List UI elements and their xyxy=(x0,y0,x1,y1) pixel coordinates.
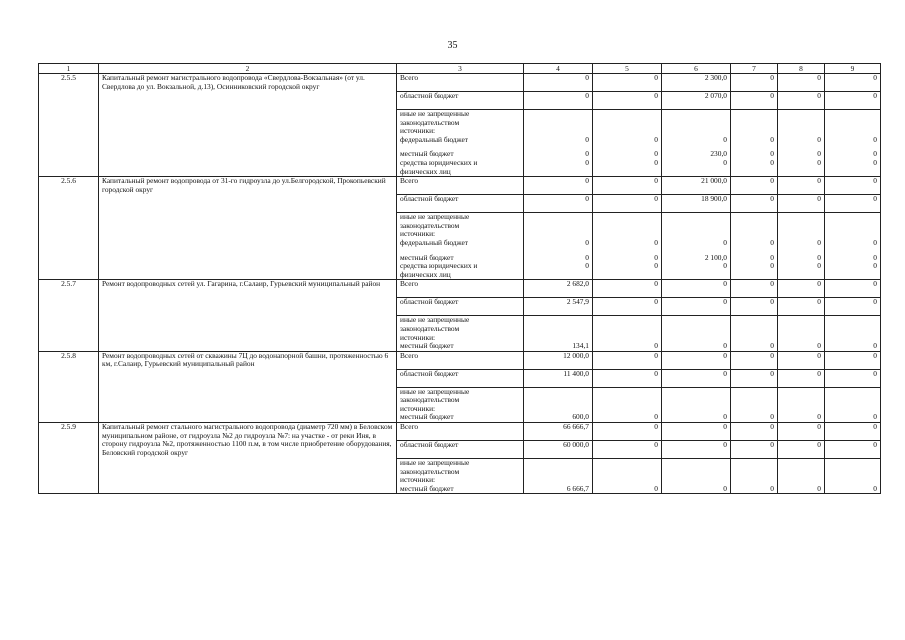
source-line-label: местный бюджет xyxy=(400,149,454,159)
amount-cell: 0 xyxy=(662,369,731,387)
amount-stack-cell xyxy=(524,110,593,177)
amount-cell: 0 xyxy=(593,423,662,441)
amount-cell: 0 xyxy=(524,195,593,213)
amount-cell xyxy=(828,168,877,177)
amount-stack-cell xyxy=(524,387,593,422)
amount-cell: 0 xyxy=(654,149,658,159)
amount-cell: 0 xyxy=(873,237,877,247)
table-row xyxy=(39,423,881,441)
table-row xyxy=(39,74,881,92)
amount-stack-cell xyxy=(593,316,662,351)
amount-cell: 0 xyxy=(731,280,778,298)
other-sources-cell xyxy=(397,110,524,177)
amount-cell: 0 xyxy=(593,369,662,387)
item-title: Капитальный ремонт магистрального водопровода «Свердлова-Вокзальная» (от ул. Свердлова до ул. Вокзальной, д.13), Осинниковский городской округ xyxy=(99,74,397,177)
amount-cell: 0 xyxy=(778,74,825,92)
amount-cell: 0 xyxy=(723,261,727,271)
amount-cell: 0 xyxy=(731,298,778,316)
source-intro-line: источники: xyxy=(400,403,436,413)
source-label: областной бюджет xyxy=(397,369,524,387)
amount-stack-cell xyxy=(662,213,731,280)
amount-stack-cell xyxy=(825,387,881,422)
other-sources-cell xyxy=(397,316,524,351)
amount-cell: 0 xyxy=(825,298,881,316)
column-number-header: 3 xyxy=(397,64,524,74)
source-line-label: физических лиц xyxy=(400,166,451,176)
amount-stack-cell xyxy=(662,316,731,351)
amount-cell: 2 682,0 xyxy=(524,280,593,298)
amount-cell: 0 xyxy=(825,280,881,298)
item-code: 2.5.8 xyxy=(39,351,99,422)
amount-cell: 0 xyxy=(731,177,778,195)
amount-cell: 0 xyxy=(723,412,727,422)
amount-cell: 0 xyxy=(817,412,821,422)
amount-cell: 0 xyxy=(817,252,821,262)
amount-cell: 0 xyxy=(731,423,778,441)
amount-stack-cell xyxy=(731,316,778,351)
column-number-header: 9 xyxy=(825,64,881,74)
amount-cell: 0 xyxy=(873,252,877,262)
amount-cell: 11 400,0 xyxy=(524,369,593,387)
amount-cell: 0 xyxy=(593,195,662,213)
source-intro-line: источники: xyxy=(400,475,436,485)
item-code: 2.5.6 xyxy=(39,177,99,280)
amount-cell: 2 100,0 xyxy=(704,252,727,262)
amount-stack-cell xyxy=(825,110,881,177)
amount-stack-cell xyxy=(778,387,825,422)
amount-cell: 0 xyxy=(817,261,821,271)
amount-cell: 0 xyxy=(731,92,778,110)
source-line-label: местный бюджет xyxy=(400,412,454,422)
amount-cell: 0 xyxy=(662,351,731,369)
amount-cell xyxy=(665,271,727,280)
amount-stack-cell xyxy=(731,110,778,177)
amount-cell: 12 000,0 xyxy=(524,351,593,369)
amount-cell xyxy=(781,271,821,280)
amount-cell: 0 xyxy=(723,483,727,493)
amount-cell: 0 xyxy=(873,157,877,167)
amount-stack-cell xyxy=(524,316,593,351)
amount-cell: 60 000,0 xyxy=(524,441,593,459)
column-number-header: 1 xyxy=(39,64,99,74)
source-intro-line: иные не запрещенные xyxy=(400,212,470,222)
amount-cell: 0 xyxy=(524,177,593,195)
amount-cell: 0 xyxy=(723,134,727,144)
other-sources-cell xyxy=(397,213,524,280)
amount-cell: 2 547,9 xyxy=(524,298,593,316)
amount-cell: 0 xyxy=(817,134,821,144)
amount-cell xyxy=(527,168,589,177)
amount-stack-cell xyxy=(524,213,593,280)
amount-cell: 0 xyxy=(873,261,877,271)
amount-cell: 0 xyxy=(817,149,821,159)
source-line-label: местный бюджет xyxy=(400,341,454,351)
amount-cell xyxy=(828,271,877,280)
amount-cell: 0 xyxy=(654,252,658,262)
amount-cell: 0 xyxy=(770,149,774,159)
amount-cell: 0 xyxy=(593,280,662,298)
source-intro-line: иные не запрещенные xyxy=(400,458,470,468)
item-code: 2.5.7 xyxy=(39,280,99,351)
amount-cell: 0 xyxy=(770,412,774,422)
amount-stack-cell xyxy=(662,387,731,422)
amount-cell: 230,0 xyxy=(710,149,727,159)
amount-cell: 18 900,0 xyxy=(662,195,731,213)
column-number-header: 7 xyxy=(731,64,778,74)
source-label: Всего xyxy=(397,177,524,195)
item-title: Ремонт водопроводных сетей от скважины 7Ц до водонапорной башни, протяженностью 6 км, г.Салаир, Гурьевский муниципальный район xyxy=(99,351,397,422)
amount-cell xyxy=(596,168,658,177)
amount-cell: 0 xyxy=(778,351,825,369)
page-number: 35 xyxy=(447,40,458,51)
source-label: областной бюджет xyxy=(397,298,524,316)
amount-stack-cell xyxy=(731,387,778,422)
amount-stack-cell xyxy=(593,459,662,494)
other-sources-cell xyxy=(397,459,524,494)
amount-cell: 0 xyxy=(825,74,881,92)
amount-cell: 0 xyxy=(778,280,825,298)
item-code: 2.5.9 xyxy=(39,423,99,494)
amount-cell: 0 xyxy=(873,149,877,159)
source-label: областной бюджет xyxy=(397,195,524,213)
amount-cell xyxy=(781,168,821,177)
source-intro-line: законодательством xyxy=(400,117,460,127)
amount-cell xyxy=(665,168,727,177)
column-number-row xyxy=(39,64,881,74)
amount-cell: 0 xyxy=(731,195,778,213)
amount-cell: 0 xyxy=(817,483,821,493)
amount-cell: 0 xyxy=(825,92,881,110)
amount-stack-cell xyxy=(731,213,778,280)
amount-cell: 0 xyxy=(731,74,778,92)
amount-cell: 0 xyxy=(593,177,662,195)
amount-cell: 0 xyxy=(770,157,774,167)
amount-cell: 2 070,0 xyxy=(662,92,731,110)
amount-cell: 0 xyxy=(778,441,825,459)
amount-cell: 0 xyxy=(825,351,881,369)
amount-cell: 0 xyxy=(654,341,658,351)
amount-cell: 0 xyxy=(778,298,825,316)
amount-cell: 0 xyxy=(593,298,662,316)
amount-cell: 0 xyxy=(873,483,877,493)
item-title: Ремонт водопроводных сетей ул. Гагарина, г.Салаир, Гурьевский муниципальный район xyxy=(99,280,397,351)
amount-cell: 0 xyxy=(817,341,821,351)
amount-cell: 0 xyxy=(723,157,727,167)
amount-cell xyxy=(596,271,658,280)
column-number-header: 4 xyxy=(524,64,593,74)
source-line-label: федеральный бюджет xyxy=(400,237,469,247)
source-intro-line: законодательством xyxy=(400,323,460,333)
amount-cell: 0 xyxy=(731,351,778,369)
amount-cell: 0 xyxy=(654,412,658,422)
amount-cell: 600,0 xyxy=(572,412,589,422)
amount-cell: 0 xyxy=(873,412,877,422)
other-sources-cell xyxy=(397,387,524,422)
amount-cell xyxy=(734,271,774,280)
amount-cell: 0 xyxy=(662,423,731,441)
amount-cell: 0 xyxy=(593,74,662,92)
amount-cell: 0 xyxy=(778,195,825,213)
source-intro-line: источники: xyxy=(400,126,436,136)
amount-cell: 0 xyxy=(654,157,658,167)
amount-cell: 0 xyxy=(770,134,774,144)
source-label: Всего xyxy=(397,280,524,298)
amount-cell: 0 xyxy=(654,483,658,493)
source-label: Всего xyxy=(397,351,524,369)
amount-cell: 0 xyxy=(585,149,589,159)
amount-cell: 0 xyxy=(770,261,774,271)
source-label: Всего xyxy=(397,74,524,92)
amount-cell: 0 xyxy=(770,252,774,262)
amount-stack-cell xyxy=(593,110,662,177)
item-code: 2.5.5 xyxy=(39,74,99,177)
source-label: областной бюджет xyxy=(397,441,524,459)
source-intro-line: законодательством xyxy=(400,220,460,230)
amount-cell: 0 xyxy=(585,237,589,247)
amount-cell: 6 666,7 xyxy=(566,483,589,493)
source-intro-line: иные не запрещенные xyxy=(400,109,470,118)
source-line-label: физических лиц xyxy=(400,269,451,279)
amount-cell: 0 xyxy=(524,74,593,92)
amount-cell: 0 xyxy=(817,157,821,167)
amount-cell: 0 xyxy=(778,177,825,195)
amount-cell: 0 xyxy=(593,92,662,110)
amount-cell xyxy=(527,271,589,280)
amount-cell: 0 xyxy=(654,237,658,247)
source-line-label: местный бюджет xyxy=(400,252,454,262)
amount-stack-cell xyxy=(662,459,731,494)
amount-stack-cell xyxy=(778,459,825,494)
amount-stack-cell xyxy=(662,110,731,177)
amount-cell: 0 xyxy=(873,134,877,144)
amount-stack-cell xyxy=(778,316,825,351)
amount-cell: 0 xyxy=(778,92,825,110)
source-label: областной бюджет xyxy=(397,92,524,110)
source-intro-line: источники: xyxy=(400,229,436,239)
amount-cell: 0 xyxy=(731,441,778,459)
amount-cell: 0 xyxy=(723,237,727,247)
amount-cell: 2 300,0 xyxy=(662,74,731,92)
source-line-label: средства юридических и xyxy=(400,261,478,271)
source-intro-line: иные не запрещенные xyxy=(400,315,470,325)
amount-cell: 0 xyxy=(662,441,731,459)
source-intro-line: иные не запрещенные xyxy=(400,387,470,396)
amount-cell: 0 xyxy=(873,341,877,351)
amount-cell: 0 xyxy=(770,341,774,351)
table-row xyxy=(39,280,881,298)
amount-cell: 0 xyxy=(585,261,589,271)
amount-cell: 0 xyxy=(770,237,774,247)
amount-cell: 0 xyxy=(654,261,658,271)
amount-cell: 0 xyxy=(825,369,881,387)
amount-cell: 0 xyxy=(585,134,589,144)
amount-stack-cell xyxy=(731,459,778,494)
amount-cell: 0 xyxy=(654,134,658,144)
column-number-header: 2 xyxy=(99,64,397,74)
amount-cell: 0 xyxy=(825,195,881,213)
source-intro-line: законодательством xyxy=(400,395,460,405)
amount-cell: 0 xyxy=(770,483,774,493)
amount-cell: 134,1 xyxy=(572,341,589,351)
amount-cell: 0 xyxy=(778,369,825,387)
amount-cell: 0 xyxy=(825,423,881,441)
table-row xyxy=(39,177,881,195)
amount-stack-cell xyxy=(524,459,593,494)
source-line-label: местный бюджет xyxy=(400,483,454,493)
source-intro-line: источники: xyxy=(400,332,436,342)
amount-cell xyxy=(734,168,774,177)
amount-cell: 0 xyxy=(825,177,881,195)
source-line-label: федеральный бюджет xyxy=(400,134,469,144)
source-line-label: средства юридических и xyxy=(400,157,478,167)
column-number-header: 5 xyxy=(593,64,662,74)
amount-stack-cell xyxy=(593,213,662,280)
amount-cell: 0 xyxy=(817,237,821,247)
table-row xyxy=(39,351,881,369)
column-number-header: 6 xyxy=(662,64,731,74)
amount-cell: 0 xyxy=(662,280,731,298)
amount-stack-cell xyxy=(778,213,825,280)
amount-stack-cell xyxy=(825,213,881,280)
item-title: Капитальный ремонт водопровода от 31-го гидроузла до ул.Белгородской, Прокопьевский городской округ xyxy=(99,177,397,280)
amount-cell: 0 xyxy=(723,341,727,351)
source-intro-line: законодательством xyxy=(400,466,460,476)
amount-cell: 0 xyxy=(585,252,589,262)
source-label: Всего xyxy=(397,423,524,441)
amount-stack-cell xyxy=(778,110,825,177)
amount-stack-cell xyxy=(825,459,881,494)
item-title: Капитальный ремонт стального магистрального водопровода (диаметр 720 мм) в Беловском муниципальном районе, от гидроузла №2 до гидроузла №7: на участке - от реки Иня, в сторону гидроузла №2, протяженностью 1100 п.м, в том числе приобретение оборудования, Беловский городской округ xyxy=(99,423,397,494)
amount-cell: 66 666,7 xyxy=(524,423,593,441)
amount-stack-cell xyxy=(825,316,881,351)
amount-cell: 0 xyxy=(585,157,589,167)
amount-cell: 0 xyxy=(825,441,881,459)
amount-cell: 0 xyxy=(524,92,593,110)
amount-cell: 0 xyxy=(778,423,825,441)
amount-cell: 0 xyxy=(593,351,662,369)
amount-stack-cell xyxy=(593,387,662,422)
column-number-header: 8 xyxy=(778,64,825,74)
budget-table xyxy=(38,63,881,494)
amount-cell: 21 000,0 xyxy=(662,177,731,195)
amount-cell: 0 xyxy=(731,369,778,387)
amount-cell: 0 xyxy=(662,298,731,316)
amount-cell: 0 xyxy=(593,441,662,459)
